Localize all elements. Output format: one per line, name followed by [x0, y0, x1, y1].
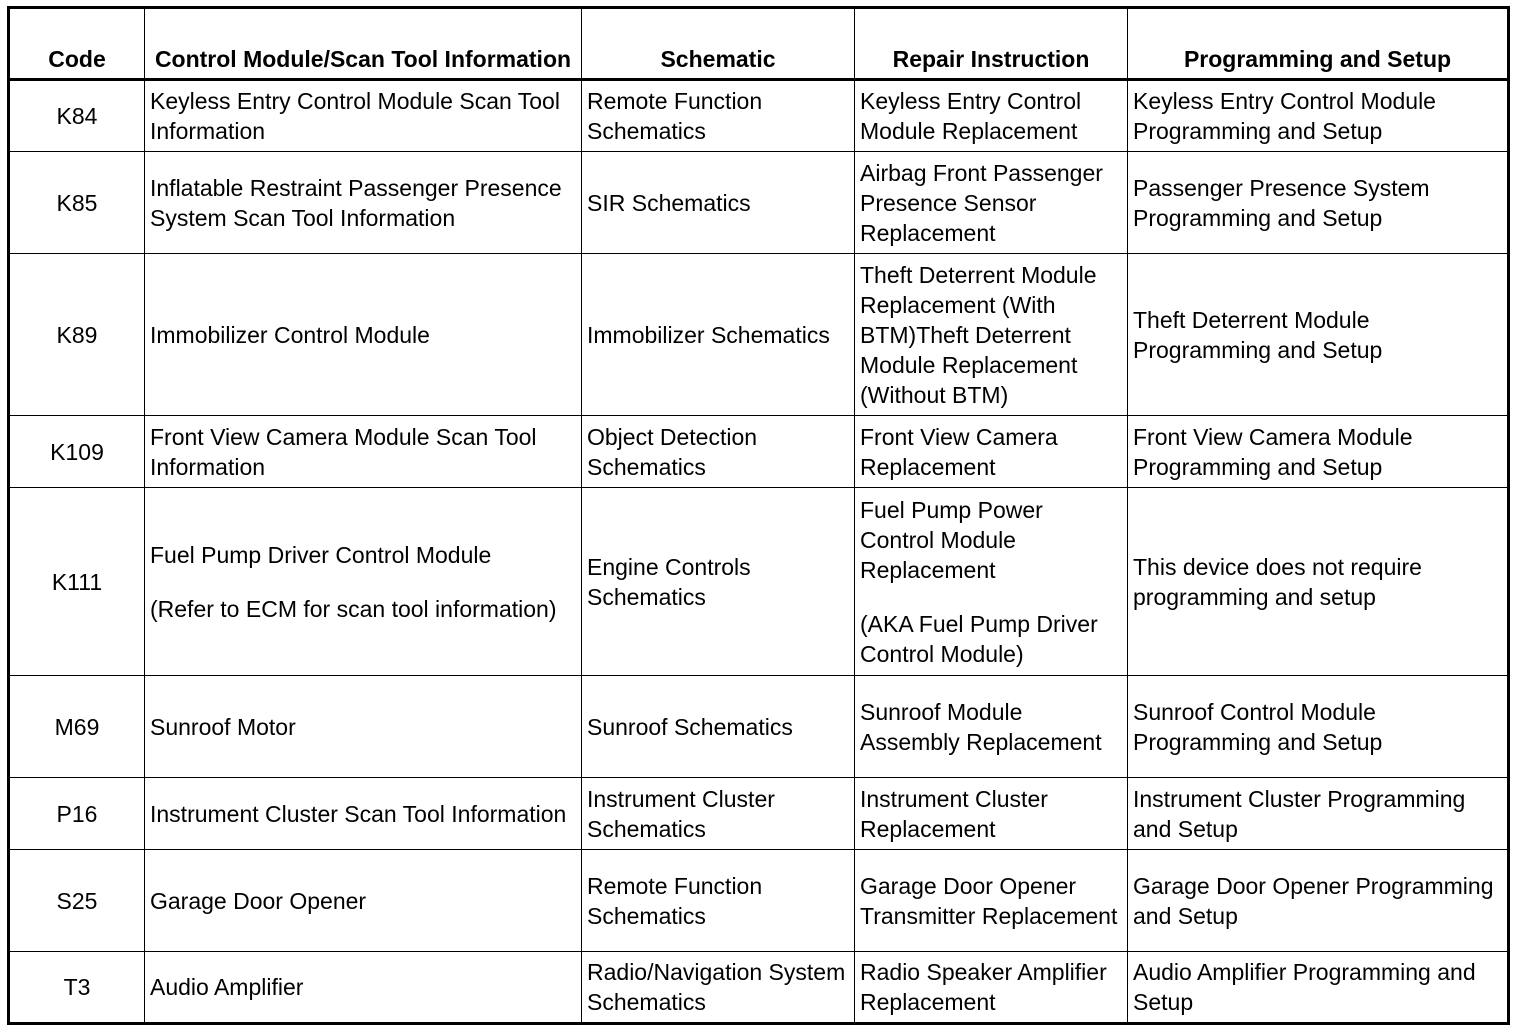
code-cell: K85: [9, 152, 145, 254]
schematic-cell: SIR Schematics: [582, 152, 855, 254]
programming-cell: Keyless Entry Control Module Programming and Setup: [1128, 80, 1509, 152]
schematic-cell: Object Detection Schematics: [582, 416, 855, 488]
programming-cell: This device does not require programming and setup: [1128, 488, 1509, 676]
code-cell: S25: [9, 850, 145, 952]
table-row: [9, 952, 1509, 1024]
repair-cell-text: Fuel Pump Power Control Module Replacement: [860, 496, 1043, 583]
module-cell-note: (Refer to ECM for scan tool information): [150, 595, 557, 622]
module-cell: Garage Door Opener: [145, 850, 582, 952]
repair-cell: Sunroof Module Assembly Replacement: [855, 676, 1128, 778]
table-row: [9, 80, 1509, 152]
module-cell: Inflatable Restraint Passenger Presence System Scan Tool Information: [145, 152, 582, 254]
table-row: [9, 676, 1509, 778]
repair-cell: Keyless Entry Control Module Replacement: [855, 80, 1128, 152]
schematic-cell: Immobilizer Schematics: [582, 254, 855, 416]
repair-cell: Theft Deterrent Module Replacement (With BTM)Theft Deterrent Module Replacement (Without BTM): [855, 254, 1128, 416]
programming-cell: Audio Amplifier Programming and Setup: [1128, 952, 1509, 1024]
repair-cell-note: (AKA Fuel Pump Driver Control Module): [860, 610, 1098, 667]
code-cell: T3: [9, 952, 145, 1024]
programming-cell: Front View Camera Module Programming and Setup: [1128, 416, 1509, 488]
schematic-cell: Remote Function Schematics: [582, 850, 855, 952]
module-reference-table: [7, 6, 1510, 1025]
repair-cell: Airbag Front Passenger Presence Sensor Replacement: [855, 152, 1128, 254]
repair-cell: Instrument Cluster Replacement: [855, 778, 1128, 850]
table-row: [9, 254, 1509, 416]
header-repair: Repair Instruction: [855, 8, 1128, 80]
module-cell: Instrument Cluster Scan Tool Information: [145, 778, 582, 850]
module-cell: Audio Amplifier: [145, 952, 582, 1024]
table-row: [9, 488, 1509, 676]
table-row: [9, 416, 1509, 488]
schematic-cell: Radio/Navigation System Schematics: [582, 952, 855, 1024]
code-cell: M69: [9, 676, 145, 778]
schematic-cell: Engine Controls Schematics: [582, 488, 855, 676]
repair-cell: Garage Door Opener Transmitter Replacement: [855, 850, 1128, 952]
schematic-cell: Sunroof Schematics: [582, 676, 855, 778]
table-row: [9, 850, 1509, 952]
header-schematic: Schematic: [582, 8, 855, 80]
code-cell: K84: [9, 80, 145, 152]
repair-cell: [855, 488, 1128, 676]
programming-cell: Theft Deterrent Module Programming and Setup: [1128, 254, 1509, 416]
module-cell-text: Fuel Pump Driver Control Module: [150, 541, 492, 568]
schematic-cell: Instrument Cluster Schematics: [582, 778, 855, 850]
header-module: Control Module/Scan Tool Information: [145, 8, 582, 80]
repair-cell: Radio Speaker Amplifier Replacement: [855, 952, 1128, 1024]
header-code: Code: [9, 8, 145, 80]
header-programming: Programming and Setup: [1128, 8, 1509, 80]
programming-cell: Passenger Presence System Programming and Setup: [1128, 152, 1509, 254]
schematic-cell: Remote Function Schematics: [582, 80, 855, 152]
table-row: [9, 778, 1509, 850]
module-cell: Front View Camera Module Scan Tool Information: [145, 416, 582, 488]
header-row: [9, 8, 1509, 80]
module-cell: Keyless Entry Control Module Scan Tool Information: [145, 80, 582, 152]
programming-cell: Garage Door Opener Programming and Setup: [1128, 850, 1509, 952]
module-cell: Sunroof Motor: [145, 676, 582, 778]
table-row: [9, 152, 1509, 254]
code-cell: P16: [9, 778, 145, 850]
module-cell: Immobilizer Control Module: [145, 254, 582, 416]
code-cell: K111: [9, 488, 145, 676]
programming-cell: Instrument Cluster Programming and Setup: [1128, 778, 1509, 850]
repair-cell: Front View Camera Replacement: [855, 416, 1128, 488]
programming-cell: Sunroof Control Module Programming and Setup: [1128, 676, 1509, 778]
code-cell: K89: [9, 254, 145, 416]
module-cell: [145, 488, 582, 676]
code-cell: K109: [9, 416, 145, 488]
